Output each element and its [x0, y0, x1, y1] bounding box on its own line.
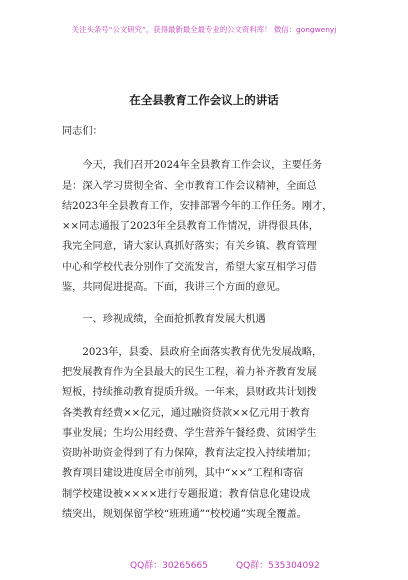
paragraph-line: 短板，持续推动教育提质升级。一年来，县财政共计划拨 [62, 387, 317, 399]
footer [0, 558, 408, 572]
paragraph-line: 我完全同意，请大家认真抓好落实；有关乡镇、教育管理 [62, 241, 317, 253]
paragraph-line: ××同志通报了2023年全县教育工作情况，讲得很具体， [62, 221, 319, 233]
paragraph-line: 鉴，共同促进提高。下面，我讲三个方面的意见。 [62, 282, 287, 294]
paragraph-line: 中心和学校代表分别作了交流发言，希望大家互相学习借 [62, 261, 317, 273]
paragraph-line: 结2023年全县教育工作，安排部署今年的工作任务。刚才， [62, 200, 333, 212]
paragraph-line: 今天，我们召开2024年全县教育工作会议，主要任务 [62, 160, 323, 172]
qq-group-2: QQ群：535304092 [236, 561, 320, 571]
paragraph-line: 2023年，县委、县政府全面落实教育优先发展战略， [62, 346, 323, 358]
section-heading: 一、珍视成绩，全面抢抓教育发展大机遇 [62, 314, 266, 326]
qq-group-1: QQ群：30265665 [130, 561, 208, 571]
salutation: 同志们： [62, 126, 103, 137]
paragraph-line: 资助补助资金得到了有力保障，教育法定投入持续增加； [62, 448, 317, 460]
paragraph-line: 教育项目建设进度居全市前列，其中“××”工程和寄宿 [62, 468, 304, 480]
paragraph-line: 把发展教育作为全县最大的民生工程，着力补齐教育发展 [62, 366, 317, 378]
paragraph-line: 事业发展；生均公用经费、学生营养午餐经费、贫困学生 [62, 427, 317, 439]
paragraph-line: 绩突出，规划保留学校“班班通”“校校通”实现全覆盖。 [62, 509, 307, 521]
header-note: 关注头条号“公文研究”，获得最新最全最专业的公文资料库！ 微信：gongwenyj [71, 25, 337, 34]
paragraph-line: 制学校建设被××××进行专题报道；教育信息化建设成 [62, 488, 311, 500]
document-title: 在全县教育工作会议上的讲话 [129, 93, 279, 107]
paragraph-line: 各类教育经费××亿元，通过融资贷款××亿元用于教育 [62, 407, 311, 419]
document-body [62, 122, 370, 525]
paragraph-line: 是：深入学习贯彻全省、全市教育工作会议精神，全面总 [62, 180, 317, 192]
